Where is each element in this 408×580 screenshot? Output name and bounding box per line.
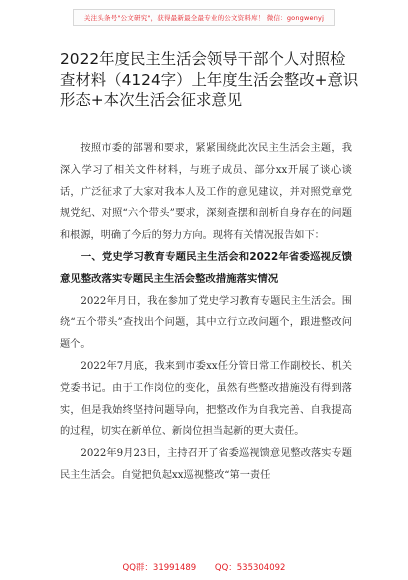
- header-banner: [0, 0, 408, 34]
- document-title: 2022年度民主生活会领导干部个人对照检查材料（4124字）上年度生活会整改+意识形态+本次生活会征求意见: [60, 50, 359, 109]
- footer-contact: [0, 561, 408, 573]
- intro-paragraph: 按照市委的部署和要求，紧紧围绕此次民主生活会主题，我深入学习了相关文件材料，与班子成员、部分xx开展了谈心谈话，广泛征求了大家对我本人及工作的意见建议，并对照党章党规党纪、对照“六个带头”要求，深刻查摆和剖析自身存在的问题和根源，明确了今后的努力方向。现将有关情况报告如下：: [60, 143, 352, 242]
- body-paragraph: 2022年9月23日，主持召开了省委巡视馈意见整改落实专题民主生活会。自觉把负起xx巡视整改“第一责任: [60, 448, 352, 481]
- qq-group-link[interactable]: QQ群：31991489: [122, 563, 197, 573]
- qq-contact-link[interactable]: QQ：535304092: [214, 563, 286, 573]
- body-paragraph: 2022年月日，我在参加了党史学习教育专题民主生活会。围绕“五个带头”查找出个问题，其中立行立改问题个，跟进整改问题个。: [60, 295, 352, 351]
- promo-banner-text: 关注头条号"公文研究"，获得最新最全最专业的公文资料库！ 微信：gongwenyj: [73, 9, 335, 26]
- body-paragraph: 2022年7月底，我来到市委xx任分管日常工作副校长、机关党委书记。由于工作岗位的变化，虽然有些整改措施没有得到落实，但是我始终坚持问题导向，把整改作为自我完善、自我提高的过程，切实在新单位、新岗位担当起新的更大责任。: [60, 360, 352, 438]
- document-body: [60, 138, 352, 487]
- section-heading: 一、党史学习教育专题民主生活会和2022年省委巡视反馈意见整改落实专题民主生活会整改措施落实情况: [60, 250, 352, 285]
